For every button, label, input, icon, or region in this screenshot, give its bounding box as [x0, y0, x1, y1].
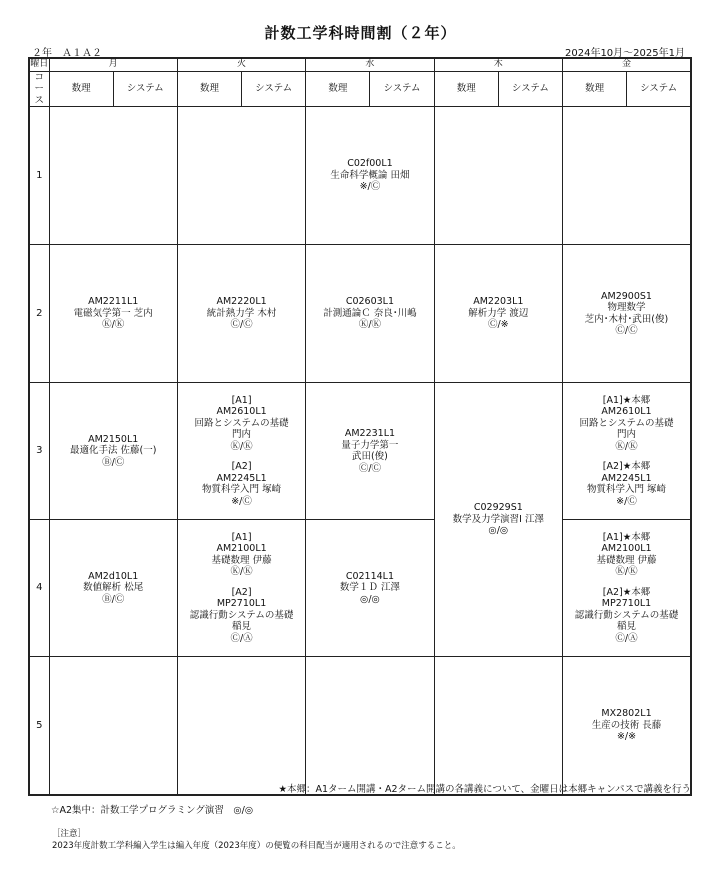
- course-title: 計測通論Ｃ 奈良･川嶋: [323, 307, 417, 319]
- course-title: 認識行動システムの基礎: [574, 609, 679, 621]
- course-code: MP2710L1: [216, 598, 267, 610]
- class-label: ２年 Ａ１Ａ２: [32, 48, 102, 59]
- slot-fri-5: [563, 657, 692, 795]
- course-label: システム: [627, 71, 691, 107]
- course-rating: ※/Ⓒ: [616, 495, 637, 507]
- spacer: [563, 578, 690, 587]
- corner-day: 曜日: [30, 59, 49, 69]
- spacer: [178, 452, 305, 461]
- a2-intensive-note: ☆A2集中：計数工学プログラミング演習 ◎/◎: [51, 805, 254, 816]
- course-title: 生産の技術 長藤: [591, 719, 662, 731]
- course-rating: ※/Ⓒ: [231, 495, 252, 507]
- course-code: AM2100L1: [601, 543, 652, 555]
- slot-mon-5: [49, 657, 177, 795]
- course-rating: Ⓑ/Ⓒ: [102, 593, 125, 605]
- spacer: [178, 578, 305, 587]
- course-instructor: 武田(俊): [351, 451, 388, 462]
- term-tag: [A1]★本郷: [602, 531, 651, 543]
- course-code: C02603L1: [345, 296, 395, 308]
- course-rating: Ⓚ/Ⓚ: [358, 319, 382, 331]
- course-rating: Ⓑ/Ⓒ: [102, 456, 125, 468]
- course-code: AM2245L1: [601, 472, 652, 484]
- course-code: AM2610L1: [216, 406, 267, 418]
- day-tue: 火: [177, 58, 305, 71]
- day-thu: 木: [434, 58, 562, 71]
- course-code: AM2203L1: [473, 296, 524, 308]
- course-code: AM2150L1: [88, 433, 139, 445]
- course-rating: Ⓒ/Ⓒ: [358, 462, 382, 474]
- day-wed: 水: [306, 58, 434, 71]
- slot-wed-5: [306, 657, 434, 795]
- day-fri: 金: [563, 58, 692, 71]
- period-row: [29, 657, 691, 795]
- slot-wed-3: [306, 383, 434, 520]
- course-rating: ※/Ⓒ: [359, 181, 381, 193]
- course-rating: Ⓒ/Ⓒ: [230, 319, 253, 331]
- timetable: [28, 57, 692, 796]
- slot-mon-4: [49, 520, 177, 657]
- term-tag: [A1]★本郷: [602, 394, 651, 406]
- period-number: 4: [29, 520, 49, 657]
- course-rating: Ⓚ/Ⓚ: [615, 440, 638, 452]
- course-code: AM2220L1: [216, 296, 267, 308]
- slot-wed-2: [306, 245, 434, 383]
- course-instructor: 稲見: [232, 621, 252, 633]
- period-number: 3: [29, 383, 49, 520]
- course-instructor: 芝内･木村･武田(俊): [584, 313, 669, 325]
- course-title: 基礎数理 伊藤: [596, 554, 657, 566]
- course-title: 基礎数理 伊藤: [211, 554, 272, 566]
- slot-wed-4: [306, 520, 434, 657]
- course-code: AM2231L1: [344, 428, 396, 439]
- course-label: システム: [498, 71, 562, 107]
- course-title: 量子力学第一: [341, 439, 399, 451]
- course-rating: Ⓒ/Ⓐ: [230, 632, 253, 644]
- period-row: [29, 520, 691, 657]
- course-title: 生命科学概論 田畑: [330, 169, 410, 181]
- course-rating: ◎/◎: [488, 525, 509, 537]
- course-rating: Ⓚ/Ⓚ: [230, 566, 253, 578]
- course-title: 物質科学入門 塚崎: [586, 484, 667, 496]
- slot-tue-1: [177, 107, 305, 245]
- slot-tue-2: [177, 245, 305, 383]
- course-rating: Ⓚ/Ⓚ: [102, 319, 125, 331]
- caution-label: ［注意］: [52, 829, 87, 839]
- term-tag: [A2]★本郷: [602, 586, 651, 598]
- slot-fri-2: [563, 245, 692, 383]
- slot-tue-4: [177, 520, 305, 657]
- course-header-row: [29, 71, 691, 107]
- course-rating: Ⓒ/※: [487, 319, 509, 331]
- course-rating: Ⓚ/Ⓚ: [615, 566, 638, 578]
- slot-fri-3: [563, 383, 692, 520]
- course-code: AM2900S1: [601, 290, 652, 302]
- course-instructor: 門内: [232, 429, 252, 441]
- course-label: 数理: [306, 71, 370, 107]
- course-label: 数理: [177, 71, 241, 107]
- term-label: 2024年10月～2025年1月: [565, 48, 685, 59]
- course-title: 統計熱力学 木村: [206, 307, 277, 319]
- course-title: 物理数学: [607, 302, 646, 313]
- course-title: 数学１Ｄ 江澤: [339, 582, 400, 594]
- course-label: システム: [113, 71, 177, 107]
- course-title: 解析力学 渡辺: [468, 307, 529, 319]
- term-tag: [A2]: [231, 586, 252, 598]
- course-code: AM2211L1: [88, 296, 139, 308]
- day-header-row: [29, 58, 691, 71]
- course-title: 回路とシステムの基礎: [579, 417, 674, 429]
- caution-text: 2023年度計数工学科編入学生は編入年度（2023年度）の便覧の科目配当が適用されるので注意すること。: [52, 841, 461, 851]
- course-code: AM2245L1: [216, 472, 267, 484]
- period-row: [29, 245, 691, 383]
- course-rating: Ⓒ/Ⓐ: [615, 632, 638, 644]
- term-tag: [A2]: [231, 461, 252, 473]
- course-title: 認識行動システムの基礎: [189, 609, 294, 621]
- slot-thu-3-4: [434, 383, 562, 657]
- course-code: AM2100L1: [216, 543, 267, 555]
- period-number: 5: [29, 657, 49, 795]
- spacer: [563, 452, 690, 461]
- course-rating: ◎/◎: [360, 593, 380, 605]
- course-title: 数値解析 松尾: [83, 582, 144, 594]
- slot-thu-1: [434, 107, 562, 245]
- slot-thu-5: [434, 657, 562, 795]
- slot-fri-1: [563, 107, 692, 245]
- slot-fri-4: [563, 520, 692, 657]
- period-number: 1: [29, 107, 49, 245]
- slot-wed-1: [306, 107, 434, 245]
- course-rating: Ⓚ/Ⓚ: [230, 440, 253, 452]
- slot-thu-2: [434, 245, 562, 383]
- term-tag: [A1]: [231, 394, 252, 406]
- course-code: C02114L1: [345, 570, 395, 582]
- slot-tue-3: [177, 383, 305, 520]
- slot-tue-5: [177, 657, 305, 795]
- course-code: MX2802L1: [601, 708, 652, 719]
- course-label: 数理: [49, 71, 113, 107]
- slot-mon-2: [49, 245, 177, 383]
- course-title: 回路とシステムの基礎: [194, 417, 289, 429]
- course-rating: Ⓒ/Ⓒ: [615, 325, 638, 336]
- period-row: [29, 383, 691, 520]
- course-title: 数学及力学演習Ⅰ 江澤: [452, 513, 544, 525]
- term-tag: [A2]★本郷: [602, 461, 651, 473]
- page-title: 計数工学科時間割（２年）: [264, 24, 457, 42]
- term-tag: [A1]: [231, 531, 252, 543]
- hongo-note: ★本郷：A1ターム開講・A2ターム開講の各講義について、金曜日は本郷キャンパスで講義を行う: [278, 784, 691, 795]
- course-code: AM2d10L1: [88, 570, 139, 582]
- course-instructor: 門内: [616, 429, 636, 441]
- course-label: 数理: [434, 71, 498, 107]
- course-code: C02929S1: [473, 502, 523, 514]
- corner-course: コース: [29, 71, 49, 107]
- course-code: MP2710L1: [601, 598, 652, 610]
- course-title: 最適化手法 佐藤(一): [69, 445, 157, 457]
- course-label: システム: [370, 71, 434, 107]
- period-number: 2: [29, 245, 49, 383]
- course-title: 物質科学入門 塚崎: [202, 484, 282, 496]
- slot-mon-3: [49, 383, 177, 520]
- course-title: 電磁気学第一 芝内: [73, 307, 153, 319]
- day-mon: 月: [49, 58, 177, 71]
- course-rating: ※/※: [616, 731, 637, 742]
- course-label: システム: [242, 71, 306, 107]
- course-code: AM2610L1: [601, 406, 652, 418]
- course-label: 数理: [563, 71, 627, 107]
- slot-mon-1: [49, 107, 177, 245]
- period-row: [29, 107, 691, 245]
- course-instructor: 稲見: [616, 621, 636, 633]
- course-code: C02f00L1: [347, 158, 393, 170]
